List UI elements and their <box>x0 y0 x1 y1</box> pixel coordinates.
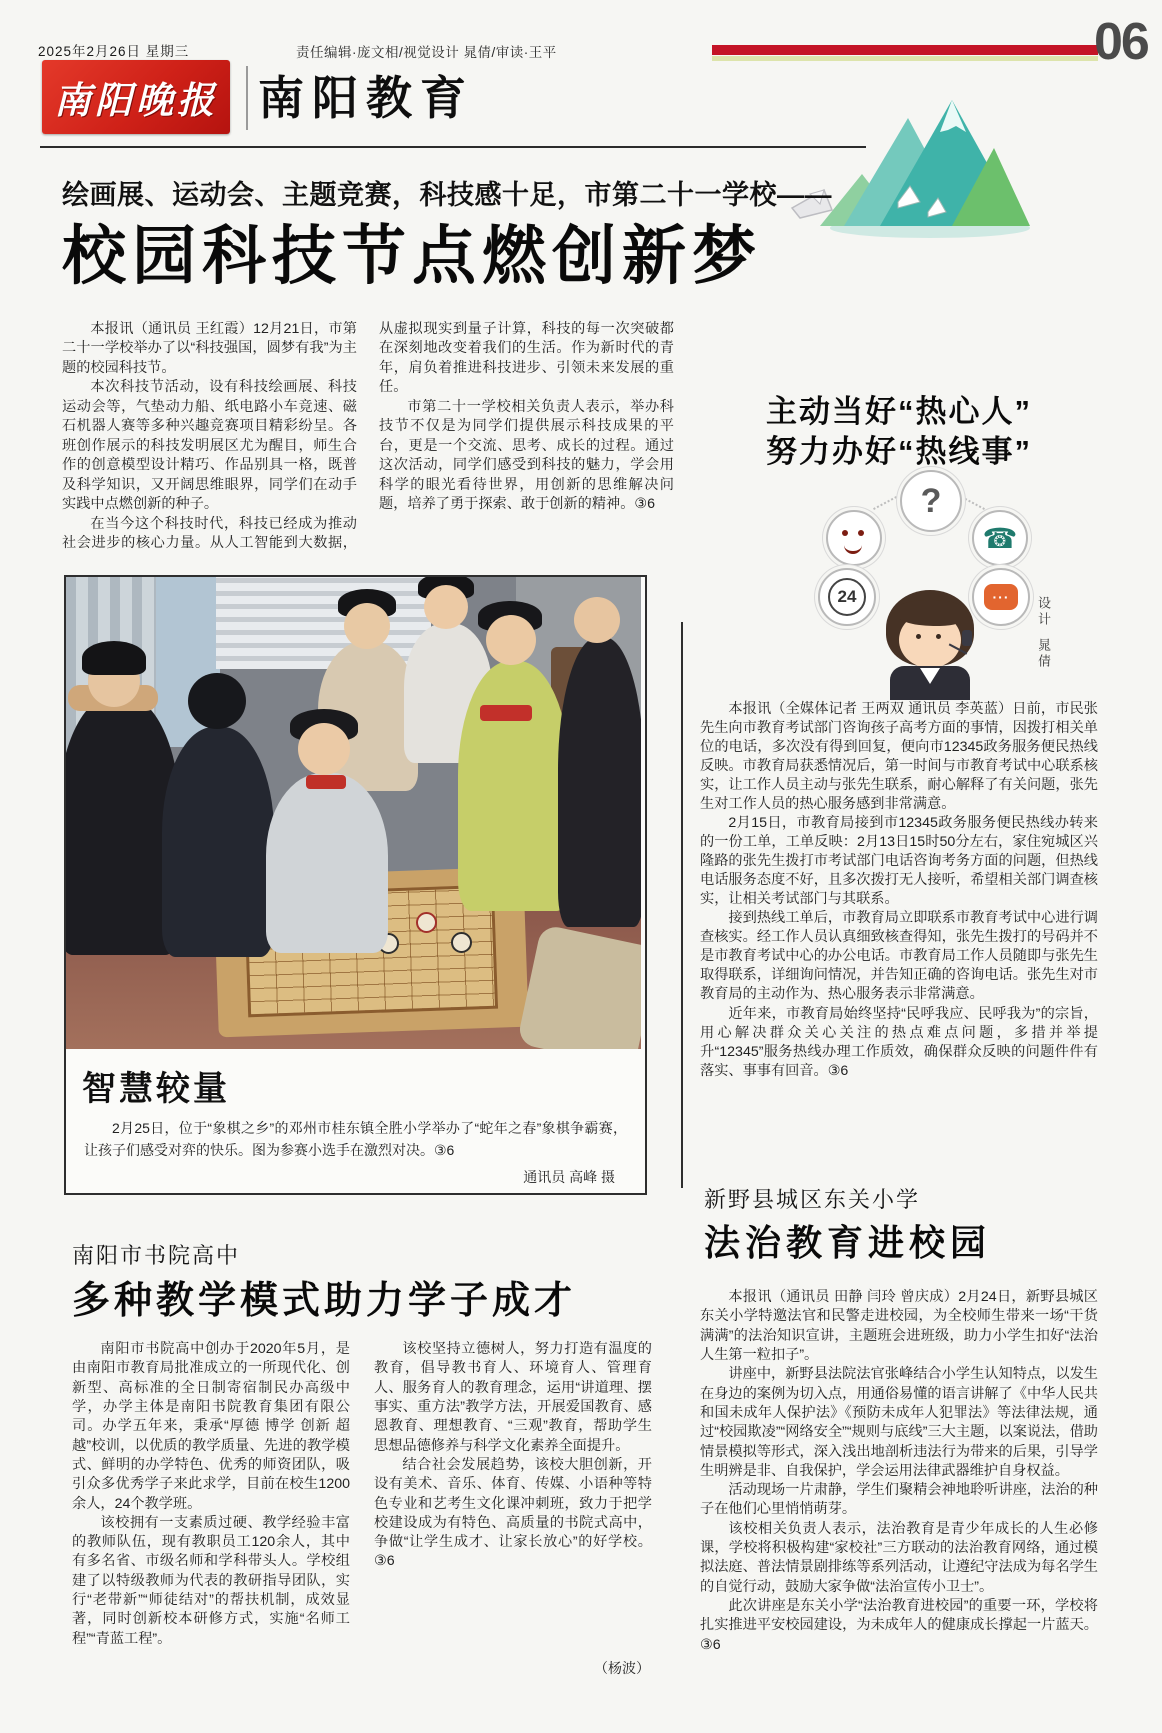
photo-figure-hair <box>82 641 146 675</box>
photo-caption-title: 智慧较量 <box>82 1070 230 1108</box>
column-divider <box>681 622 683 1188</box>
article3-paragraph: 结合社会发展趋势，该校大胆创新，开设有美术、音乐、体育、传媒、小语种等特色专业和艺考生文化课冲刺班，致力于把学校建设成为有特色、高质量的书院式高中，争做“让学生成才、让家长放心”的好学校。③6 <box>374 1456 652 1570</box>
article3-paragraph: 该校拥有一支素质过硬、教学经验丰富的教师队伍，现有教职员工120余人，其中有多名省、市级名师和学科带头人。学校组建了以特级教师为代表的教研指导团队，实行“老带新”“师徒结对”的帮扶机制，成效显著，同时创新校本研修方式，实施“名师工程”“青蓝工程”。 <box>72 1514 350 1647</box>
photo-figure-head <box>344 603 390 649</box>
section-title: 南阳教育 <box>258 72 474 124</box>
article-shuyuan <box>72 1242 652 1678</box>
article2-headline-line2: 努力办好“热线事” <box>766 434 1032 469</box>
date-line: 2025年2月26日 星期三 <box>38 44 190 59</box>
news-photo <box>66 577 641 1049</box>
photo-caption-text: 2月25日，位于“象棋之乡”的邓州市桂东镇全胜小学举办了“蛇年之春”象棋争霸赛，让孩子们感受对弈的快乐。图为参赛小选手在激烈对决。③6 <box>84 1120 627 1158</box>
editor-credits: 责任编辑·庞文相/视觉设计 晁倩/审读·王平 <box>296 45 557 60</box>
angry-face-icon <box>826 510 882 566</box>
article1-body <box>62 320 674 554</box>
photo-figure <box>266 773 388 953</box>
hotline-operator-avatar <box>884 590 976 700</box>
article4-kicker: 新野县城区东关小学 <box>704 1187 921 1212</box>
article2-headline-line1: 主动当好“热心人” <box>766 394 1032 429</box>
article4-paragraph: 讲座中，新野县法院法官张峰结合小学生认知特点，以发生在身边的案例为切入点，用通俗易懂的语言讲解了《中华人民共和国未成年人保护法》《预防未成年人犯罪法》等法律法规，通过“校园欺凌”“网络安全”“规则与底线”三大主题，以案说法，借助情景模拟等形式，深入浅出地剖析违法行为带来的后果，引导学生明辨是非、自我保护，学会运用法律武器维护自身权益。 <box>700 1366 1098 1479</box>
question-mark-icon: ? <box>900 470 962 532</box>
masthead-logo <box>42 60 230 134</box>
photo-red-scarf <box>306 775 346 789</box>
photo-figure-head <box>188 673 246 729</box>
photo-news-block <box>64 575 647 1195</box>
article2-paragraph: 本报讯（全媒体记者 王两双 通讯员 李英蓝）日前，市民张先生向市教育考试部门咨询孩子高考方面的事情，因拨打相关单位的电话，多次没有得到回复，便向市12345政务服务便民热线反映。市教育局获悉情况后，第一时间与市教育考试中心联系核实，让工作人员主动与张先生联系，耐心解释了有关问题，张先生对工作人员的热心服务感到非常满意。 <box>700 701 1098 813</box>
article4-paragraph: 该校相关负责人表示，法治教育是青少年成长的人生必修课，学校将积极构建“家校社”三方联动的法治教育网络，通过模拟法庭、普法情景剧排练等系列活动，让遵纪守法成为每名学生的自觉行动，鼓励大家争做“法治宣传小卫士”。 <box>700 1520 1098 1595</box>
masthead-divider <box>246 66 248 130</box>
operator-headset-earpiece <box>962 630 972 646</box>
face-eye <box>842 530 848 536</box>
design-credit-name: 晁倩 <box>1036 638 1051 670</box>
photo-caption-credit: 通讯员 高峰 摄 <box>523 1169 615 1186</box>
article4-headline: 法治教育进校园 <box>704 1222 992 1263</box>
photo-figure-head <box>574 597 620 643</box>
masthead-logo-text: 南阳晚报 <box>54 78 218 122</box>
article-science-festival <box>62 178 874 554</box>
phone-icon: ☎ <box>972 510 1028 566</box>
article3-kicker: 南阳市书院高中 <box>72 1243 241 1268</box>
chess-piece <box>416 912 437 933</box>
chat-bubble-dots: ··· <box>984 584 1018 610</box>
design-credit-label: 设计 <box>1036 596 1051 628</box>
article1-kicker: 绘画展、运动会、主题竞赛，科技感十足，市第二十一学校—— <box>62 180 832 210</box>
article3-paragraph: 南阳市书院高中创办于2020年5月，是由南阳市教育局批准成立的一所现代化、创新型、高标准的全日制寄宿制民办高级中学，办学主体是南阳书院教育集团有限公司。办学五年来，秉承“厚德 博学 创新 超越”校训，以优质的教学质量、先进的教学模式、鲜明的办学特色、优秀的师资团队，吸引众多优秀学子来此求学，目前在校生1200余人，24个教学班。 <box>72 1341 350 1512</box>
article4-body <box>700 1288 1098 1704</box>
article4-paragraph: 此次讲座是东关小学“法治教育进校园”的重要一环，学校将扎实推进平安校园建设，为未成年人的健康成长撑起一片蓝天。③6 <box>700 1598 1098 1653</box>
photo-figure <box>458 661 570 911</box>
chess-piece <box>451 932 472 953</box>
article1-headline: 校园科技节点燃创新梦 <box>62 220 762 292</box>
header-red-bar <box>712 45 1098 55</box>
photo-red-scarf <box>480 705 532 721</box>
photo-figure <box>162 727 274 957</box>
article3-paragraph: 该校坚持立德树人，努力打造有温度的教育，倡导教书育人、环境育人、管理育人、服务育人的教育理念，运用“讲道理、摆事实、重方法”教学方法，开展爱国教育、感恩教育、理想教育、“三观”教育，帮助学生思想品德修养与科学文化素养全面提升。 <box>374 1341 652 1454</box>
article1-paragraph: 本次科技节活动，设有科技绘画展、科技运动会等，气垫动力船、纸电路小车竞速、磁石机器人赛等多种兴趣竞赛项目精彩纷呈。各班创作展示的科技发明展区尤为醒目，师生合作的创意模型设计精巧、作品别具一格，既普及科学知识，又开阔思维眼界，同学们在动手实践中点燃创新的种子。 <box>62 379 357 513</box>
article2-body <box>700 700 1098 1102</box>
page-number: 06 <box>1094 13 1148 71</box>
article1-paragraph: 市第二十一学校相关负责人表示，举办科技节不仅是为同学们提供展示科技成果的平台，更是一个交流、思考、成长的过程。通过这次活动，同学们感受到科技的魅力，学会用科学的眼光看待世界，用创新的思维解决问题，培养了勇于探索、敢于创新的精神。③6 <box>379 398 674 513</box>
face-mouth <box>844 542 862 554</box>
article4-paragraph: 本报讯（通讯员 田静 闫玲 曾庆成）2月24日，新野县城区东关小学特邀法官和民警走进校园，为全校师生带来一场“干货满满”的法治知识宣讲，主题班会进班级，助力小学生扣好“法治人生第一粒扣子”。 <box>700 1289 1098 1363</box>
article1-paragraph: 本报讯（通讯员 王红霞）12月21日，市第二十一学校举办了以“科技强国，圆梦有我”为主题的校园科技节。 <box>62 321 357 376</box>
article1-paragraph: 在当今这个科技时代，科技已经成为推动社会进步的核心力量。从人工智能到大数据，从虚拟现实到量子计算，科技的每一次突破都在深刻地改变着我们的生活。作为新时代的青年，肩负着推进科技进步、引领未来发展的重任。 <box>62 321 674 551</box>
photo-figure-head <box>298 723 350 775</box>
hotline-illustration <box>810 462 1050 700</box>
photo-figure <box>558 637 641 927</box>
article3-headline: 多种教学模式助力学子成才 <box>72 1280 577 1322</box>
header-olive-bar <box>712 56 1098 61</box>
article2-paragraph: 接到热线工单后，市教育局立即联系市教育考试中心进行调查核实。经工作人员认真细致核查得知，张先生拨打的号码并不是市教育考试中心的办公电话。市教育局工作人员随即与张先生取得联系，详细询问情况，并告知正确的咨询电话。张先生对市教育局的主动作为、热心服务表示非常满意。 <box>700 910 1098 1003</box>
connector-dots <box>873 496 897 510</box>
article3-body <box>72 1340 652 1678</box>
chat-bubble-icon <box>972 568 1030 626</box>
operator-eye <box>916 634 921 639</box>
photo-figure-head <box>486 615 536 665</box>
article2-paragraph: 2月15日，市教育局接到市12345政务服务便民热线办转来的一份工单，工单反映：2月13日15时50分左右，家住宛城区兴隆路的张先生拨打市考试部门电话咨询考务方面的问题，但热线电话服务态度不好，且多次拨打无人接听，希望相关部门调查核实，让相关考试部门与其联系。 <box>700 815 1098 908</box>
article4-paragraph: 活动现场一片肃静，学生们聚精会神地聆听讲座，法治的种子在他们心里悄悄萌芽。 <box>700 1482 1098 1518</box>
article3-author-credit: （杨波） <box>594 1659 650 1676</box>
face-eye <box>858 530 864 536</box>
illustration-design-credit <box>1034 596 1053 670</box>
article2-paragraph: 近年来，市教育局始终坚持“民呼我应、民呼我为”的宗旨，用心解决群众关心关注的热点难点问题，多措并举提升“12345”服务热线办理工作质效，确保群众反映的问题件件有落实、事事有回音。③6 <box>700 1005 1098 1079</box>
article2-headline <box>700 392 1098 472</box>
clock-24-icon <box>818 568 876 626</box>
operator-eye <box>936 634 941 639</box>
header-rule <box>40 146 866 148</box>
photo-figure-head <box>424 585 468 629</box>
clock-24-label: 24 <box>828 578 866 616</box>
connector-dots <box>961 496 985 510</box>
